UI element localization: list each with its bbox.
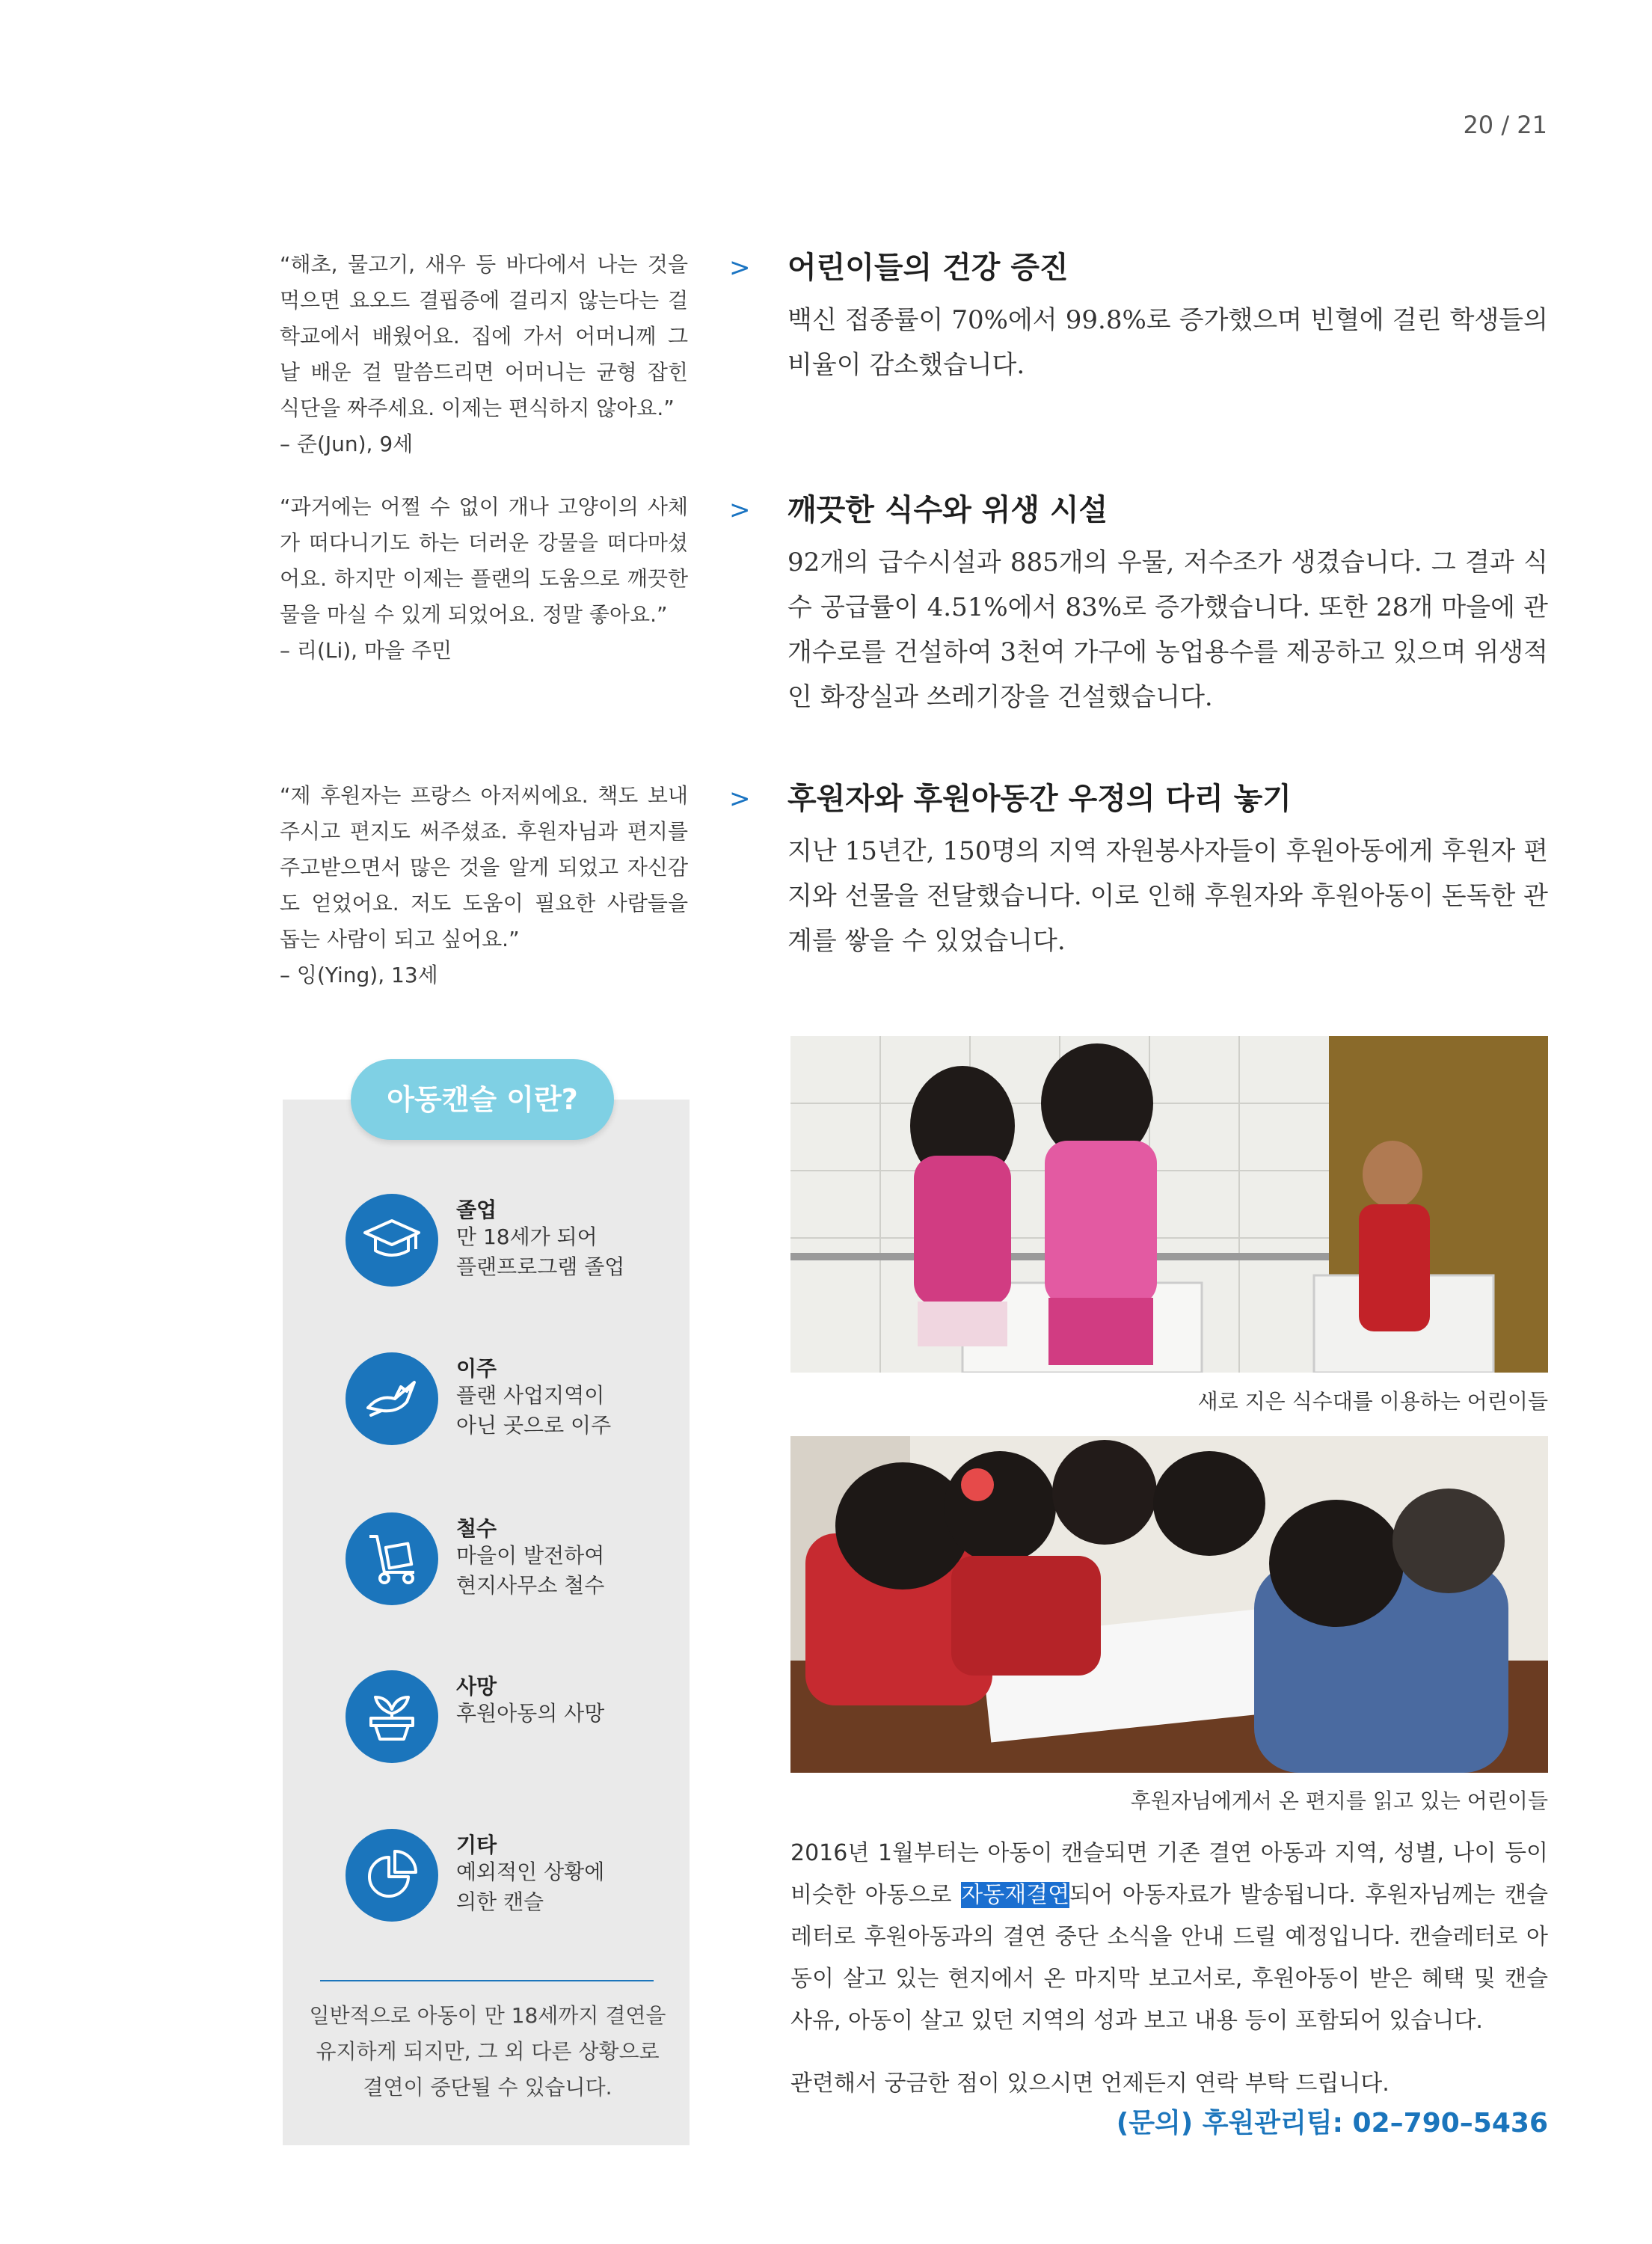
page-number: 20 / 21 xyxy=(1463,111,1547,139)
pie-chart-icon xyxy=(346,1829,438,1922)
section-water xyxy=(729,489,1548,720)
photo-caption: 후원자님에게서 온 편지를 읽고 있는 어린이들 xyxy=(1130,1788,1548,1813)
capsule-item-graduation xyxy=(346,1194,667,1291)
capsule-note: 일반적으로 아동이 만 18세까지 결연을 유지하게 되지만, 그 외 다른 상황으로 결연이 중단될 수 있습니다. xyxy=(309,2003,666,2100)
flower-pot-icon xyxy=(346,1670,438,1763)
capsule-item-desc: 마을이 발전하여 현지사무소 철수 xyxy=(456,1543,605,1598)
capsule-item-death xyxy=(346,1670,667,1768)
capsule-item-desc: 후원아동의 사망 xyxy=(456,1701,605,1726)
section-body: 92개의 급수시설과 885개의 우물, 저수조가 생겼습니다. 그 결과 식수 공급률이 4.51%에서 83%로 증가했습니다. 또한 28개 마을에 관개수로를 건설하여 3천여 가구에 농업용수를 제공하고 있으며 위생적인 화장실과 쓰레기장을 건설했습니다. xyxy=(787,548,1548,712)
capsule-item-other xyxy=(346,1829,667,1926)
capsule-item-title: 기타 xyxy=(456,1833,497,1857)
chevron-right-icon: > xyxy=(729,784,751,814)
quote-author: – 리(Li), 마을 주민 xyxy=(280,638,452,663)
section-body: 지난 15년간, 150명의 지역 자원봉사자들이 후원아동에게 후원자 편지와 선물을 전달했습니다. 이로 인해 후원자와 후원아동이 돈독한 관계를 쌓을 수 있었습니다. xyxy=(787,836,1548,956)
quote-ying xyxy=(280,778,688,993)
auto-rematch-notice: 2016년 1월부터는 아동이 캔슬되면 기존 결연 아동과 지역, 성별, 나이 등이 비슷한 아동으로 자동재결연되어 아동자료가 발송됩니다. 후원자님께는 캔슬레터로 후원아동과의 결연 중단 소식을 안내 드릴 예정입니다. 캔슬레터로 아동이 살고 있는 현지에서 온 마지막 보고서로, 후원아동이 받은 혜택 및 캔슬 사유, 아동이 살고 있던 지역의 성과 보고 내용 등이 포함되어 있습니다. 관련해서 궁금한 점이 있으시면 언제든지 연락 부탁 드립니다. xyxy=(790,1833,1548,2105)
capsule-item-title: 철수 xyxy=(456,1516,497,1541)
hand-truck-icon xyxy=(346,1512,438,1605)
capsule-heading: 아동캔슬 이란? xyxy=(351,1059,614,1140)
quote-jun xyxy=(280,247,688,462)
quote-author: – 잉(Ying), 13세 xyxy=(280,963,438,987)
graduation-cap-icon xyxy=(346,1194,438,1287)
photo-caption: 새로 지은 식수대를 이용하는 어린이들 xyxy=(1197,1389,1548,1414)
chevron-right-icon: > xyxy=(729,495,751,525)
contact-prompt: 관련해서 궁금한 점이 있으시면 언제든지 연락 부탁 드립니다. xyxy=(790,2070,1390,2097)
quote-li xyxy=(280,489,688,669)
quote-text: “과거에는 어쩔 수 없이 개나 고양이의 사체가 떠다니기도 하는 더러운 강물을 떠다마셨어요. 하지만 이제는 플랜의 도움으로 깨끗한 물을 마실 수 있게 되었어요. 정말 좋아요.” xyxy=(280,494,688,627)
section-title: 깨끗한 식수와 위생 시설 xyxy=(787,493,1108,527)
photo-reading-letters xyxy=(790,1436,1548,1773)
bird-icon xyxy=(346,1352,438,1445)
section-health xyxy=(729,247,1548,387)
capsule-item-title: 사망 xyxy=(456,1674,497,1699)
section-title: 어린이들의 건강 증진 xyxy=(787,251,1069,285)
capsule-item-desc: 예외적인 상황에 의한 캔슬 xyxy=(456,1860,605,1914)
quote-text: “해초, 물고기, 새우 등 바다에서 나는 것을 먹으면 요오드 결핍증에 걸리지 않는다는 걸 학교에서 배웠어요. 집에 가서 어머니께 그 날 배운 걸 말씀드리면 어머니는 균형 잡힌 식단을 짜주세요. 이제는 편식하지 않아요.” xyxy=(280,252,688,420)
capsule-divider xyxy=(320,1980,654,1981)
section-body: 백신 접종률이 70%에서 99.8%로 증가했으며 빈혈에 걸린 학생들의 비율이 감소했습니다. xyxy=(787,305,1548,380)
chevron-right-icon: > xyxy=(729,253,751,283)
capsule-item-desc: 플랜 사업지역이 아닌 곳으로 이주 xyxy=(456,1383,612,1438)
quote-author: – 준(Jun), 9세 xyxy=(280,432,414,456)
capsule-item-relocation xyxy=(346,1352,667,1450)
section-title: 후원자와 후원아동간 우정의 다리 놓기 xyxy=(787,782,1292,816)
section-friendship xyxy=(729,778,1548,963)
capsule-item-title: 이주 xyxy=(456,1356,497,1381)
capsule-item-withdrawal xyxy=(346,1512,667,1610)
photo-washing-station xyxy=(790,1036,1548,1373)
contact-phone: (문의) 후원관리팀: 02–790–5436 xyxy=(1116,2108,1548,2139)
highlighted-term: 자동재결연 xyxy=(961,1882,1070,1908)
capsule-item-desc: 만 18세가 되어 플랜프로그램 졸업 xyxy=(456,1224,625,1279)
quote-text: “제 후원자는 프랑스 아저씨에요. 책도 보내주시고 편지도 써주셨죠. 후원자님과 편지를 주고받으면서 많은 것을 알게 되었고 자신감도 얻었어요. 저도 도움이 필요한 사람들을 돕는 사람이 되고 싶어요.” xyxy=(280,783,688,951)
capsule-item-title: 졸업 xyxy=(456,1198,497,1222)
